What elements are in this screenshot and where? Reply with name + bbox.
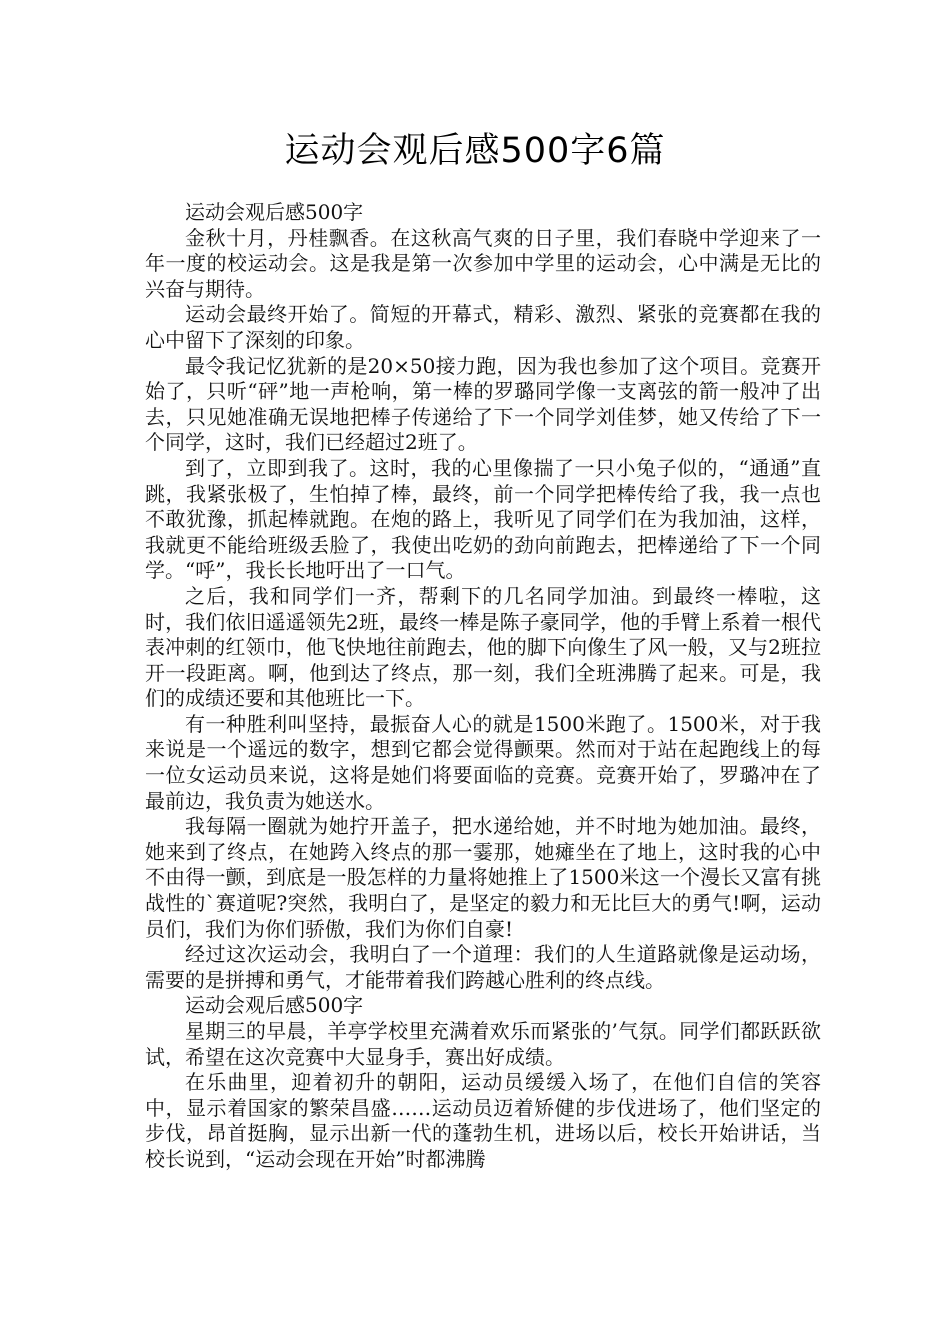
paragraph: 有一种胜利叫坚持，最振奋人心的就是1500米跑了。1500米，对于我来说是一个遥远的数字，想到它都会觉得颤栗。然而对于站在起跑线上的每一位女运动员来说，这将是她们将要面临的竞赛。竞赛开始了，罗璐冲在了最前边，我负责为她送水。: [145, 711, 821, 813]
paragraph: 经过这次运动会，我明白了一个道理：我们的人生道路就像是运动场，需要的是拼搏和勇气，才能带着我们跨越心胜利的终点线。: [145, 942, 821, 992]
paragraph: 最令我记忆犹新的是20×50接力跑，因为我也参加了这个项目。竞赛开始了，只听“砰”地一声枪响，第一棒的罗璐同学像一支离弦的箭一般冲了出去，只见她准确无误地把棒子传递给了下一个同学刘佳梦，她又传给了下一个同学，这时，我们已经超过2班了。: [145, 353, 821, 455]
paragraph: 星期三的早晨，羊亭学校里充满着欢乐而紧张的’气氛。同学们都跃跃欲试，希望在这次竞赛中大显身手，赛出好成绩。: [145, 1019, 821, 1069]
paragraph: 金秋十月，丹桂飘香。在这秋高气爽的日子里，我们春晓中学迎来了一年一度的校运动会。这是我是第一次参加中学里的运动会，心中满是无比的兴奋与期待。: [145, 225, 821, 301]
paragraph: 运动会最终开始了。简短的开幕式，精彩、激烈、紧张的竞赛都在我的心中留下了深刻的印象。: [145, 302, 821, 352]
document-body: [145, 200, 821, 1173]
paragraph: 我每隔一圈就为她拧开盖子，把水递给她，并不时地为她加油。最终，她来到了终点，在她跨入终点的那一霎那，她瘫坐在了地上，这时我的心中不由得一颤，到底是一股怎样的力量将她推上了1500米这一个漫长又富有挑战性的`赛道呢?突然，我明白了，是坚定的毅力和无比巨大的勇气!啊，运动员们，我们为你们骄傲，我们为你们自豪!: [145, 814, 821, 941]
paragraph: 到了，立即到我了。这时，我的心里像揣了一只小兔子似的，“通通”直跳，我紧张极了，生怕掉了棒，最终，前一个同学把棒传给了我，我一点也不敢犹豫，抓起棒就跑。在炮的路上，我听见了同学们在为我加油，这样，我就更不能给班级丢脸了，我使出吃奶的劲向前跑去，把棒递给了下一个同学。“呼”，我长长地吁出了一口气。: [145, 455, 821, 583]
paragraph: 在乐曲里，迎着初升的朝阳，运动员缓缓入场了，在他们自信的笑容中，显示着国家的繁荣昌盛……运动员迈着矫健的步伐进场了，他们坚定的步伐，昂首挺胸，显示出新一代的蓬勃生机，进场以后，校长开始讲话，当校长说到，“运动会现在开始”时都沸腾: [145, 1070, 821, 1171]
paragraph: 之后，我和同学们一齐，帮剩下的几名同学加油。到最终一棒啦，这时，我们依旧遥遥领先2班，最终一棒是陈子豪同学，他的手臂上系着一根代表冲刺的红领巾，他飞快地往前跑去，他的脚下向像生了风一般，又与2班拉开一段距离。啊，他到达了终点，那一刻，我们全班沸腾了起来。可是，我们的成绩还要和其他班比一下。: [145, 583, 821, 711]
document-title: 运动会观后感500字6篇: [284, 131, 666, 171]
section-heading: 运动会观后感500字: [185, 993, 364, 1018]
section-heading: 运动会观后感500字: [185, 200, 364, 224]
